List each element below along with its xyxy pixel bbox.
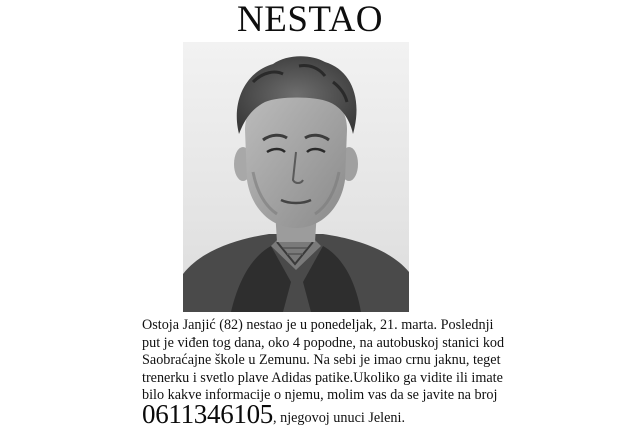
phone-number: 0611346105 [142, 398, 273, 429]
contact-line [142, 398, 482, 429]
portrait-photo-image [183, 42, 409, 312]
page-title: NESTAO [237, 0, 383, 40]
description-line: trenerku i svetlo plave Adidas patike.Ukoliko ga vidite ili imate [142, 369, 503, 386]
description-line: bilo kakve informacije o njemu, molim vas da se javite na broj [142, 387, 498, 403]
missing-person-photo [183, 42, 409, 312]
missing-person-description [142, 317, 505, 429]
description-line: put je viđen tog dana, oko 4 popodne, na autobuskoj stanici kod [142, 334, 505, 351]
contact-suffix: , njegovoj unuci Jeleni. [273, 409, 405, 426]
description-line: Saobraćajne škole u Zemunu. Na sebi je imao crnu jaknu, teget [142, 352, 501, 368]
description-line: Ostoja Janjić (82) nestao je u ponedeljak, 21. marta. Poslednji [142, 317, 494, 333]
